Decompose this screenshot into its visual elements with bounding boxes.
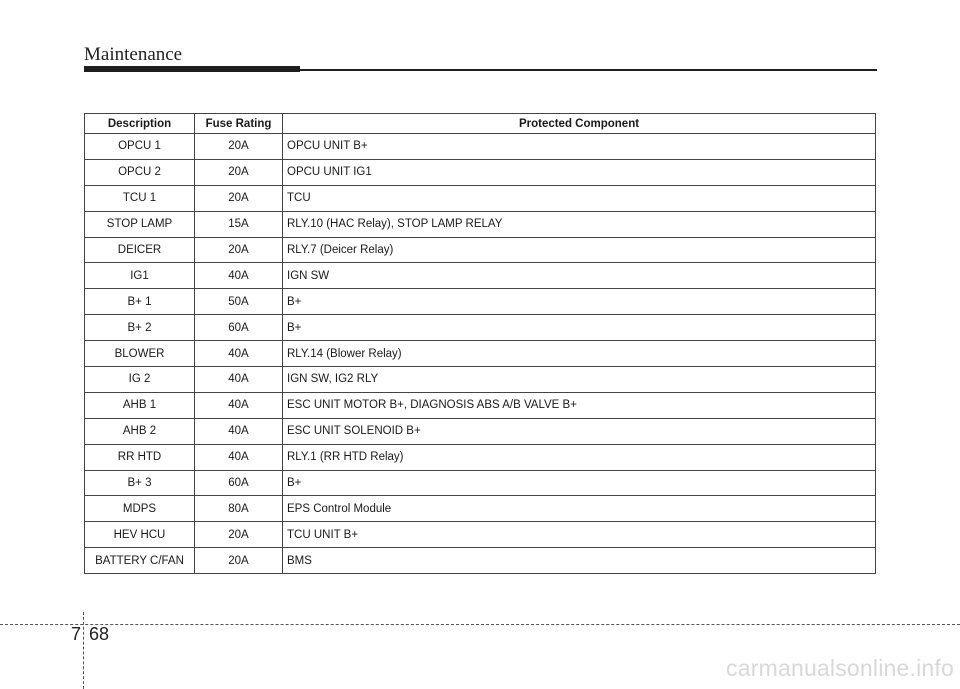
- page-number: 68: [89, 624, 110, 644]
- table-row: [85, 211, 876, 237]
- header-rule-thick: [84, 66, 300, 72]
- cell-fuse-rating: 15A: [195, 211, 283, 237]
- watermark-text: carmanualsonline.info: [726, 655, 954, 681]
- cell-protected-component: IGN SW, IG2 RLY: [283, 367, 876, 393]
- header-description: Description: [85, 114, 195, 134]
- table-header-row: [85, 114, 876, 134]
- cell-protected-component: RLY.1 (RR HTD Relay): [283, 444, 876, 470]
- cell-description: BLOWER: [85, 341, 195, 367]
- table-row: [85, 496, 876, 522]
- header-fuse-rating: Fuse Rating: [195, 114, 283, 134]
- cell-fuse-rating: 20A: [195, 134, 283, 160]
- header-protected-component: Protected Component: [283, 114, 876, 134]
- cell-fuse-rating: 40A: [195, 444, 283, 470]
- cell-description: IG1: [85, 263, 195, 289]
- footer-dashed-divider: [83, 612, 84, 689]
- cell-fuse-rating: 40A: [195, 367, 283, 393]
- cell-description: OPCU 2: [85, 159, 195, 185]
- cell-fuse-rating: 60A: [195, 315, 283, 341]
- cell-description: B+ 1: [85, 289, 195, 315]
- cell-description: TCU 1: [85, 185, 195, 211]
- cell-protected-component: IGN SW: [283, 263, 876, 289]
- cell-protected-component: B+: [283, 315, 876, 341]
- cell-description: OPCU 1: [85, 134, 195, 160]
- header-rule-thin: [300, 69, 877, 71]
- cell-description: IG 2: [85, 367, 195, 393]
- cell-protected-component: ESC UNIT MOTOR B+, DIAGNOSIS ABS A/B VALVE B+: [283, 392, 876, 418]
- footer-dashed-line: [0, 624, 960, 625]
- cell-description: HEV HCU: [85, 522, 195, 548]
- cell-protected-component: OPCU UNIT B+: [283, 134, 876, 160]
- cell-fuse-rating: 50A: [195, 289, 283, 315]
- table-row: [85, 185, 876, 211]
- cell-description: DEICER: [85, 237, 195, 263]
- table-row: [85, 263, 876, 289]
- table-row: [85, 315, 876, 341]
- cell-fuse-rating: 20A: [195, 237, 283, 263]
- table-row: [85, 237, 876, 263]
- table-row: [85, 444, 876, 470]
- cell-protected-component: RLY.14 (Blower Relay): [283, 341, 876, 367]
- cell-description: AHB 1: [85, 392, 195, 418]
- cell-description: AHB 2: [85, 418, 195, 444]
- cell-protected-component: OPCU UNIT IG1: [283, 159, 876, 185]
- cell-fuse-rating: 40A: [195, 263, 283, 289]
- table-body: [85, 134, 876, 574]
- page-title: Maintenance: [84, 44, 183, 65]
- table-row: [85, 341, 876, 367]
- cell-description: BATTERY C/FAN: [85, 548, 195, 574]
- cell-protected-component: BMS: [283, 548, 876, 574]
- cell-fuse-rating: 60A: [195, 470, 283, 496]
- cell-fuse-rating: 80A: [195, 496, 283, 522]
- cell-protected-component: TCU UNIT B+: [283, 522, 876, 548]
- cell-protected-component: EPS Control Module: [283, 496, 876, 522]
- table-row: [85, 522, 876, 548]
- table-row: [85, 470, 876, 496]
- cell-protected-component: RLY.10 (HAC Relay), STOP LAMP RELAY: [283, 211, 876, 237]
- cell-description: MDPS: [85, 496, 195, 522]
- cell-fuse-rating: 20A: [195, 548, 283, 574]
- cell-protected-component: TCU: [283, 185, 876, 211]
- table-row: [85, 134, 876, 160]
- cell-description: STOP LAMP: [85, 211, 195, 237]
- cell-description: B+ 3: [85, 470, 195, 496]
- table-row: [85, 392, 876, 418]
- table-row: [85, 159, 876, 185]
- cell-protected-component: B+: [283, 470, 876, 496]
- table-row: [85, 367, 876, 393]
- cell-fuse-rating: 20A: [195, 159, 283, 185]
- cell-fuse-rating: 40A: [195, 341, 283, 367]
- table-row: [85, 548, 876, 574]
- cell-fuse-rating: 40A: [195, 392, 283, 418]
- cell-description: B+ 2: [85, 315, 195, 341]
- cell-description: RR HTD: [85, 444, 195, 470]
- cell-protected-component: B+: [283, 289, 876, 315]
- cell-fuse-rating: 40A: [195, 418, 283, 444]
- fuse-table: [84, 113, 876, 574]
- cell-protected-component: RLY.7 (Deicer Relay): [283, 237, 876, 263]
- table-row: [85, 289, 876, 315]
- chapter-number: 7: [71, 624, 82, 644]
- table-row: [85, 418, 876, 444]
- cell-fuse-rating: 20A: [195, 522, 283, 548]
- cell-fuse-rating: 20A: [195, 185, 283, 211]
- cell-protected-component: ESC UNIT SOLENOID B+: [283, 418, 876, 444]
